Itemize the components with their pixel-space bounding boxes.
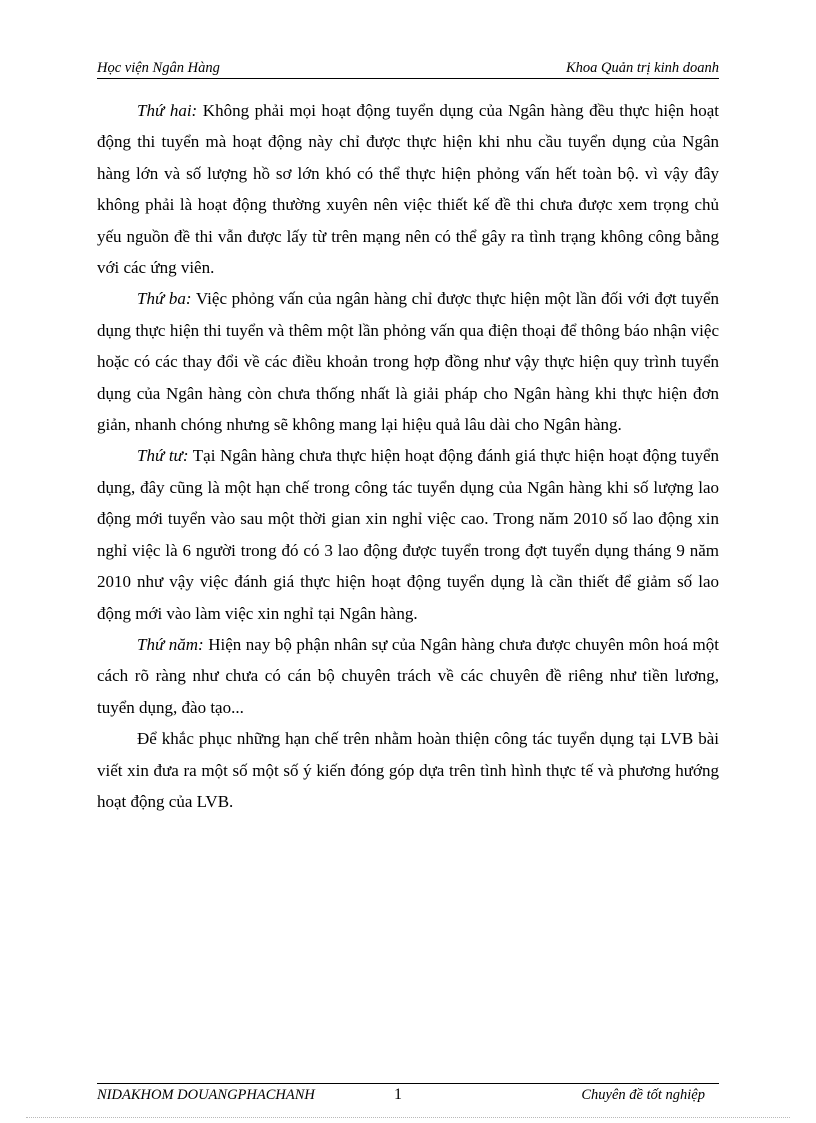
paragraph-text: Tại Ngân hàng chưa thực hiện hoạt động đánh giá thực hiện hoạt động tuyển dụng, đây cũng là một hạn chế trong công tác tuyển dụng của Ngân hàng khi số lượng lao động mới tuyển vào sau một thời gian xin nghỉ việc cao. Trong năm 2010 số lao động xin nghỉ việc là 6 người trong đó có 3 lao động được tuyển trong đợt tuyển dụng tháng 9 năm 2010 như vậy việc đánh giá thực hiện hoạt động tuyển dụng là cần thiết để giảm số lao động mới vào làm việc xin nghỉ tại Ngân hàng. xyxy=(97,446,720,623)
paragraph-lead: Thứ năm: xyxy=(137,634,204,654)
paragraph-thu-tu xyxy=(97,440,719,628)
paragraph-thu-hai xyxy=(97,95,719,283)
paragraph-thu-nam xyxy=(97,629,719,723)
body-text xyxy=(97,95,719,817)
paragraph-text: Để khắc phục những hạn chế trên nhằm hoàn thiện công tác tuyển dụng tại LVB bài viết xin đưa ra một số một số ý kiến đóng góp dựa trên tình hình thực tế và phương hướng hoạt động của LVB. xyxy=(97,729,719,811)
page-header xyxy=(97,58,719,79)
paragraph-text: Không phải mọi hoạt động tuyển dụng của Ngân hàng đều thực hiện hoạt động thi tuyển mà hoạt động này chỉ được thực hiện khi nhu cầu tuyển dụng của Ngân hàng lớn và số lượng hồ sơ lớn khó có thể thực hiện phỏng vấn hết toàn bộ. vì vậy đây không phải là hoạt động thường xuyên nên việc thiết kế đề thi chưa được xem trọng chủ yếu nguồn đề thi vẫn được lấy từ trên mạng nên có thể gây ra tình trạng không công bằng với các ứng viên. xyxy=(97,101,719,278)
paragraph-thu-ba xyxy=(97,283,719,440)
paragraph-lead: Thứ ba: xyxy=(137,289,192,309)
header-faculty: Khoa Quản trị kinh doanh xyxy=(565,60,719,76)
paragraph-conclusion xyxy=(97,723,719,817)
paragraph-text: Hiện nay bộ phận nhân sự của Ngân hàng chưa được chuyên môn hoá một cách rõ ràng như chưa có cán bộ chuyên trách về các chuyên đề riêng như tiền lương, tuyển dụng, đào tạo... xyxy=(97,634,719,717)
header-institution: Học viện Ngân Hàng xyxy=(97,60,220,76)
page-footer xyxy=(97,1083,719,1106)
paragraph-lead: Thứ tư: xyxy=(137,446,189,466)
page-edge-divider xyxy=(26,1117,790,1118)
footer-page-number: 1 xyxy=(394,1086,402,1103)
paragraph-text: Việc phỏng vấn của ngân hàng chỉ được thực hiện một lần đối với đợt tuyển dụng thực hiện thi tuyển và thêm một lần phỏng vấn qua điện thoại để thông báo nhận việc hoặc có các thay đổi về các điều khoản trong hợp đồng như vậy thực hiện quy trình tuyển dụng của Ngân hàng còn chưa thống nhất là giải pháp cho Ngân hàng khi thực hiện đơn giản, nhanh chóng nhưng sẽ không mang lại hiệu quả lâu dài cho Ngân hàng. xyxy=(97,289,720,435)
paragraph-lead: Thứ hai: xyxy=(137,101,198,120)
footer-doc-type: Chuyên đề tốt nghiệp xyxy=(581,1087,705,1103)
footer-author: NIDAKHOM DOUANGPHACHANH xyxy=(97,1087,315,1103)
